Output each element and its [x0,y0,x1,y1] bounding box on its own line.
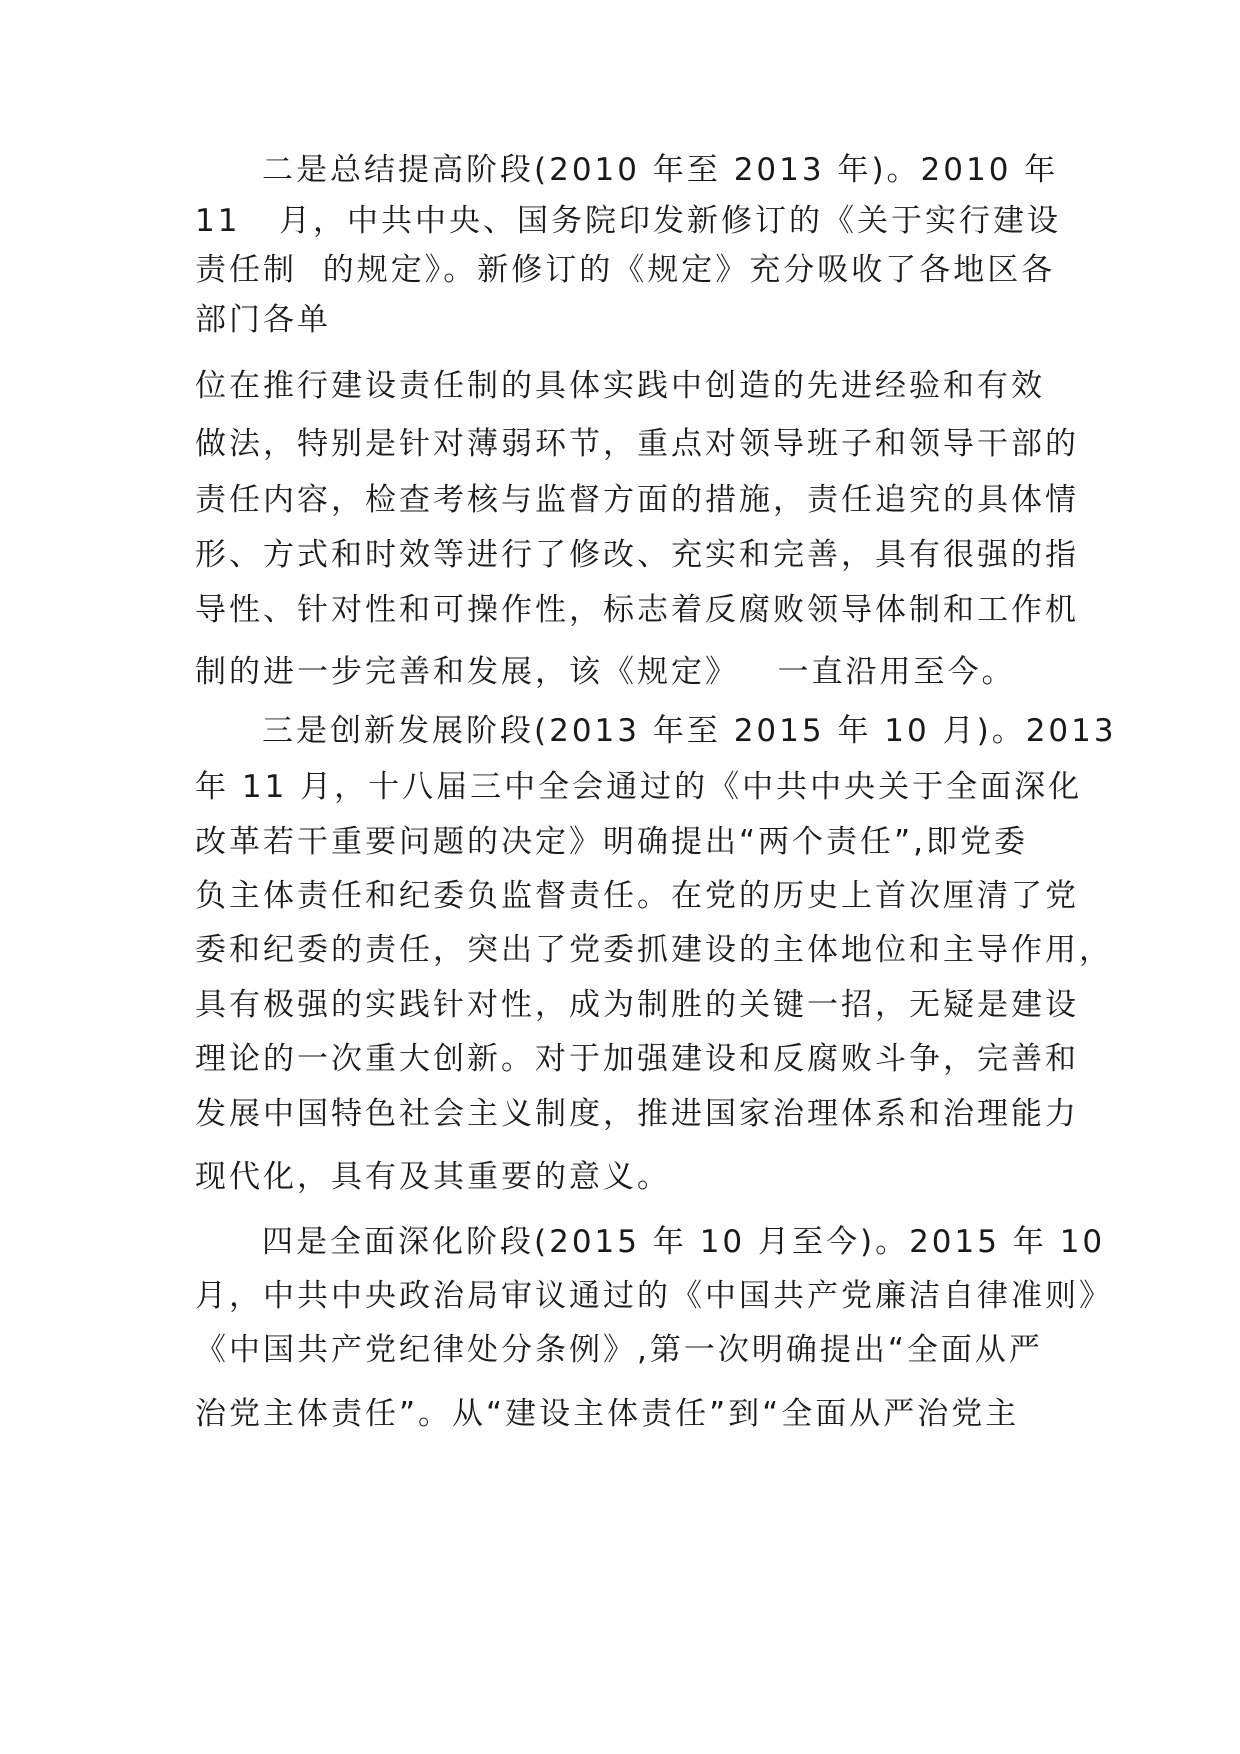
text-line: 责任制 的规定》。新修订的《规定》充分吸收了各地区各 [195,252,1056,288]
text-line: 改革若干重要问题的决定》明确提出“两个责任”,即党委 [195,824,1028,860]
text-line: 理论的一次重大创新。对于加强建设和反腐败斗争，完善和 [195,1041,1079,1077]
text-line: 负主体责任和纪委负监督责任。在党的历史上首次厘清了党 [195,878,1079,914]
text-line: 《中国共产党纪律处分条例》,第一次明确提出“全面从严 [195,1332,1043,1368]
text-line: 二是总结提高阶段(2010 年至 2013 年)。2010 年 [262,152,1059,188]
text-line: 委和纪委的责任，突出了党委抓建设的主体地位和主导作用， [195,932,1113,968]
text-line: 年 11 月，十八届三中全会通过的《中共中央关于全面深化 [195,769,1083,805]
text-line: 位在推行建设责任制的具体实践中创造的先进经验和有效 [195,368,1045,404]
text-line: 月，中共中央政治局审议通过的《中国共产党廉洁自律准则》 [195,1278,1113,1314]
text-line: 导性、针对性和可操作性，标志着反腐败领导体制和工作机 [195,592,1079,628]
text-line: 部门各单 [195,302,331,338]
text-line: 发展中国特色社会主义制度，推进国家治理体系和治理能力 [195,1096,1079,1132]
text-line: 具有极强的实践针对性，成为制胜的关键一招，无疑是建设 [195,987,1079,1023]
text-line: 形、方式和时效等进行了修改、充实和完善，具有很强的指 [195,537,1079,573]
text-line: 治党主体责任”。从“建设主体责任”到“全面从严治党主 [195,1396,1020,1432]
text-line: 责任内容，检查考核与监督方面的措施，责任追究的具体情 [195,482,1079,518]
text-line: 四是全面深化阶段(2015 年 10 月至今)。2015 年 10 [262,1224,1106,1260]
text-line: 三是创新发展阶段(2013 年至 2015 年 10 月)。2013 [262,713,1117,749]
text-line: 现代化，具有及其重要的意义。 [195,1159,671,1195]
text-line: 11 月，中共中央、国务院印发新修订的《关于实行建设 [195,203,1062,239]
text-line: 制的进一步完善和发展，该《规定》 一直沿用至今。 [195,654,1016,690]
text-line: 做法，特别是针对薄弱环节，重点对领导班子和领导干部的 [195,426,1079,462]
